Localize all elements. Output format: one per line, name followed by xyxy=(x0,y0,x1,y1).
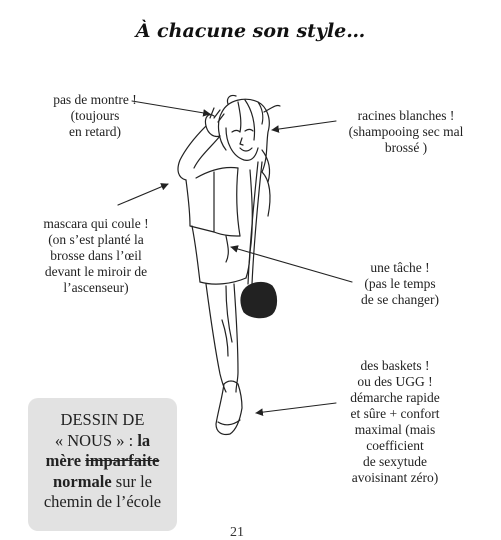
annotation-line: démarche rapide xyxy=(350,390,440,405)
arrow-watch xyxy=(132,101,210,114)
jacket-drawing xyxy=(186,167,270,284)
caption-line-3-strike: imparfaite xyxy=(85,451,160,470)
caption-line xyxy=(28,431,177,452)
annotation-line: maximal (mais xyxy=(354,422,436,437)
annotation-line: des baskets ! xyxy=(360,358,430,373)
caption-line xyxy=(28,472,177,493)
annotation-line: en retard) xyxy=(68,124,122,139)
caption-line xyxy=(28,492,177,513)
annotation-line: (toujours xyxy=(70,108,120,123)
annotation-line: mascara qui coule ! xyxy=(43,216,149,231)
arrow-roots xyxy=(272,121,336,130)
caption-line-3-bold: mère xyxy=(45,451,82,470)
arrow-mascara xyxy=(118,184,168,205)
arrow-shoes xyxy=(256,403,336,413)
annotation-line: (on s’est planté la xyxy=(48,232,144,247)
page-number: 21 xyxy=(230,525,244,540)
face-drawing xyxy=(226,128,258,160)
annotation-line: brossé ) xyxy=(384,140,428,155)
caption-line-1: DESSIN DE xyxy=(60,410,145,429)
annotation-line: brosse dans l’œil xyxy=(50,248,142,263)
caption-text xyxy=(28,410,177,513)
caption-line xyxy=(28,451,177,472)
annotation-line: pas de montre ! xyxy=(53,92,137,107)
annotation-line: (pas le temps xyxy=(364,276,436,291)
legs-drawing xyxy=(206,284,238,392)
caption-line-4-bold: normale xyxy=(53,471,112,491)
caption-line-5: chemin de l’école xyxy=(43,492,162,511)
boots-drawing xyxy=(216,381,242,435)
caption-line-2-bold: la xyxy=(137,430,151,450)
annotation-line: de sexytude xyxy=(362,454,428,469)
annotation-line: coefficient xyxy=(366,438,424,453)
caption-line-4-rest: sur le xyxy=(111,471,152,491)
annotation-line: de se changer) xyxy=(361,292,439,307)
caption-line-2-prefix: « NOUS » : xyxy=(54,430,138,450)
caption-line xyxy=(28,410,177,431)
page-title: À chacune son style… xyxy=(135,20,366,42)
annotation-line: avoisinant zéro) xyxy=(351,470,439,485)
bag-drawing xyxy=(241,162,277,318)
annotation-line: l’ascenseur) xyxy=(63,280,129,295)
annotation-line: et sûre + confort xyxy=(350,406,440,421)
annotation-line: une tâche ! xyxy=(370,260,430,275)
annotation-line: ou des UGG ! xyxy=(357,374,433,389)
annotation-line: (shampooing sec mal xyxy=(348,124,464,139)
annotation-line: racines blanches ! xyxy=(357,108,455,123)
annotation-line: devant le miroir de xyxy=(44,264,148,279)
